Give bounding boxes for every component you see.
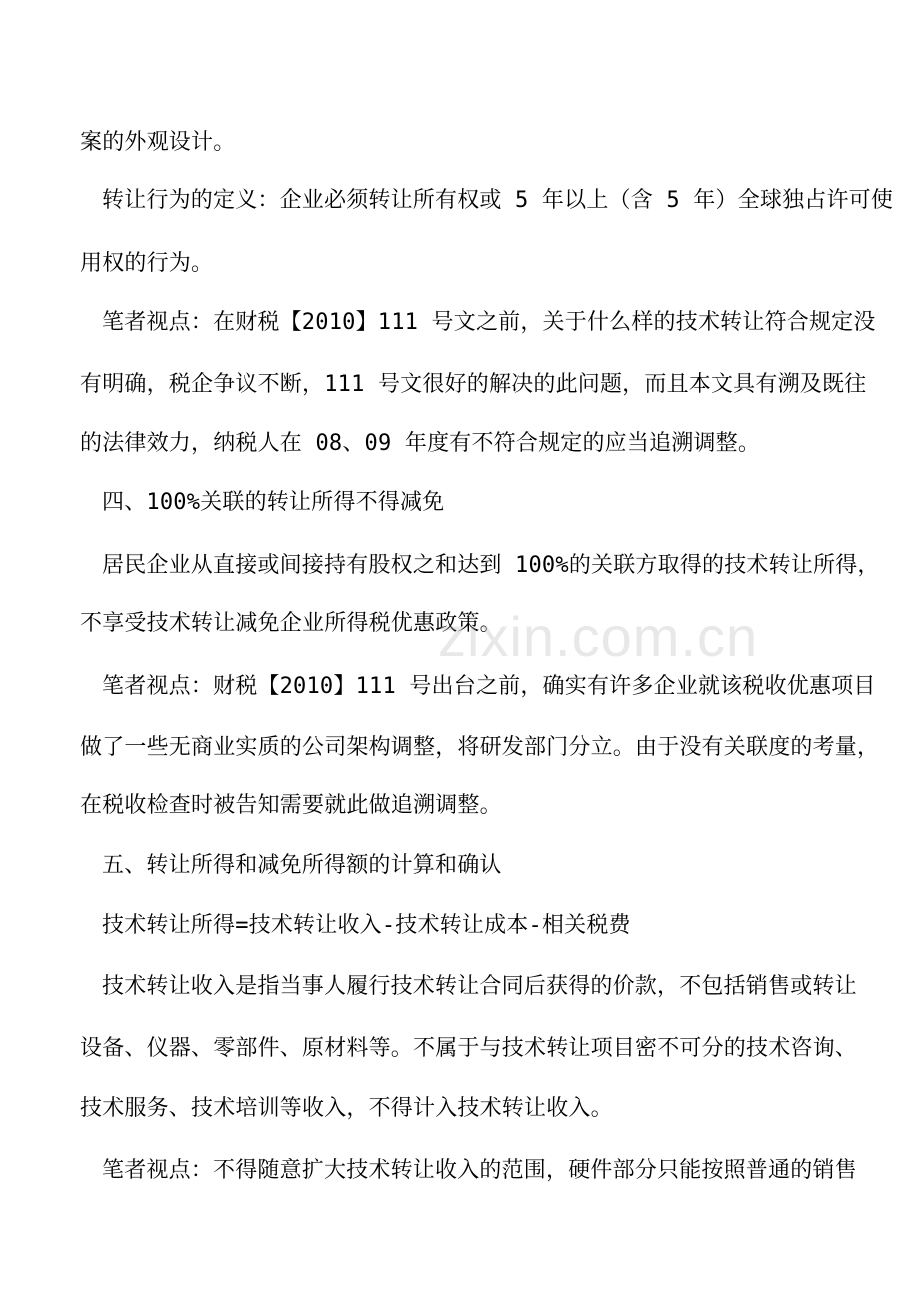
text-line: 居民企业从直接或间接持有股权之和达到 100%的关联方取得的技术转让所得，	[102, 553, 880, 578]
text-line: 笔者视点：不得随意扩大技术转让收入的范围，硬件部分只能按照普通的销售	[102, 1158, 857, 1183]
text-line: 笔者视点：在财税【2010】111 号文之前，关于什么样的技术转让符合规定没	[102, 310, 876, 335]
section-heading: 五、转让所得和减免所得额的计算和确认	[102, 853, 502, 878]
formula-line: 技术转让所得=技术转让收入-技术转让成本-相关税费	[102, 913, 631, 938]
text-line: 用权的行为。	[80, 251, 214, 276]
text-line: 有明确，税企争议不断，111 号文很好的解决的此问题，而且本文具有溯及既往	[80, 372, 867, 397]
text-line: 在税收检查时被告知需要就此做追溯调整。	[80, 793, 502, 818]
text-line: 不享受技术转让减免企业所得税优惠政策。	[80, 611, 502, 636]
watermark: zixin.com.cn	[438, 605, 759, 668]
text-line: 笔者视点：财税【2010】111 号出台之前，确实有许多企业就该税收优惠项目	[102, 674, 876, 699]
text-line: 技术服务、技术培训等收入，不得计入技术转让收入。	[80, 1096, 613, 1121]
section-heading: 四、100%关联的转让所得不得减免	[102, 490, 445, 515]
text-line: 的法律效力，纳税人在 08、09 年度有不符合规定的应当追溯调整。	[80, 431, 761, 456]
text-line: 转让行为的定义：企业必须转让所有权或 5 年以上（含 5 年）全球独占许可使	[102, 188, 894, 213]
text-line: 设备、仪器、零部件、原材料等。不属于与技术转让项目密不可分的技术咨询、	[80, 1036, 858, 1061]
text-line: 做了一些无商业实质的公司架构调整，将研发部门分立。由于没有关联度的考量，	[80, 735, 880, 760]
text-line: 案的外观设计。	[80, 130, 236, 155]
text-line: 技术转让收入是指当事人履行技术转让合同后获得的价款，不包括销售或转让	[102, 974, 857, 999]
